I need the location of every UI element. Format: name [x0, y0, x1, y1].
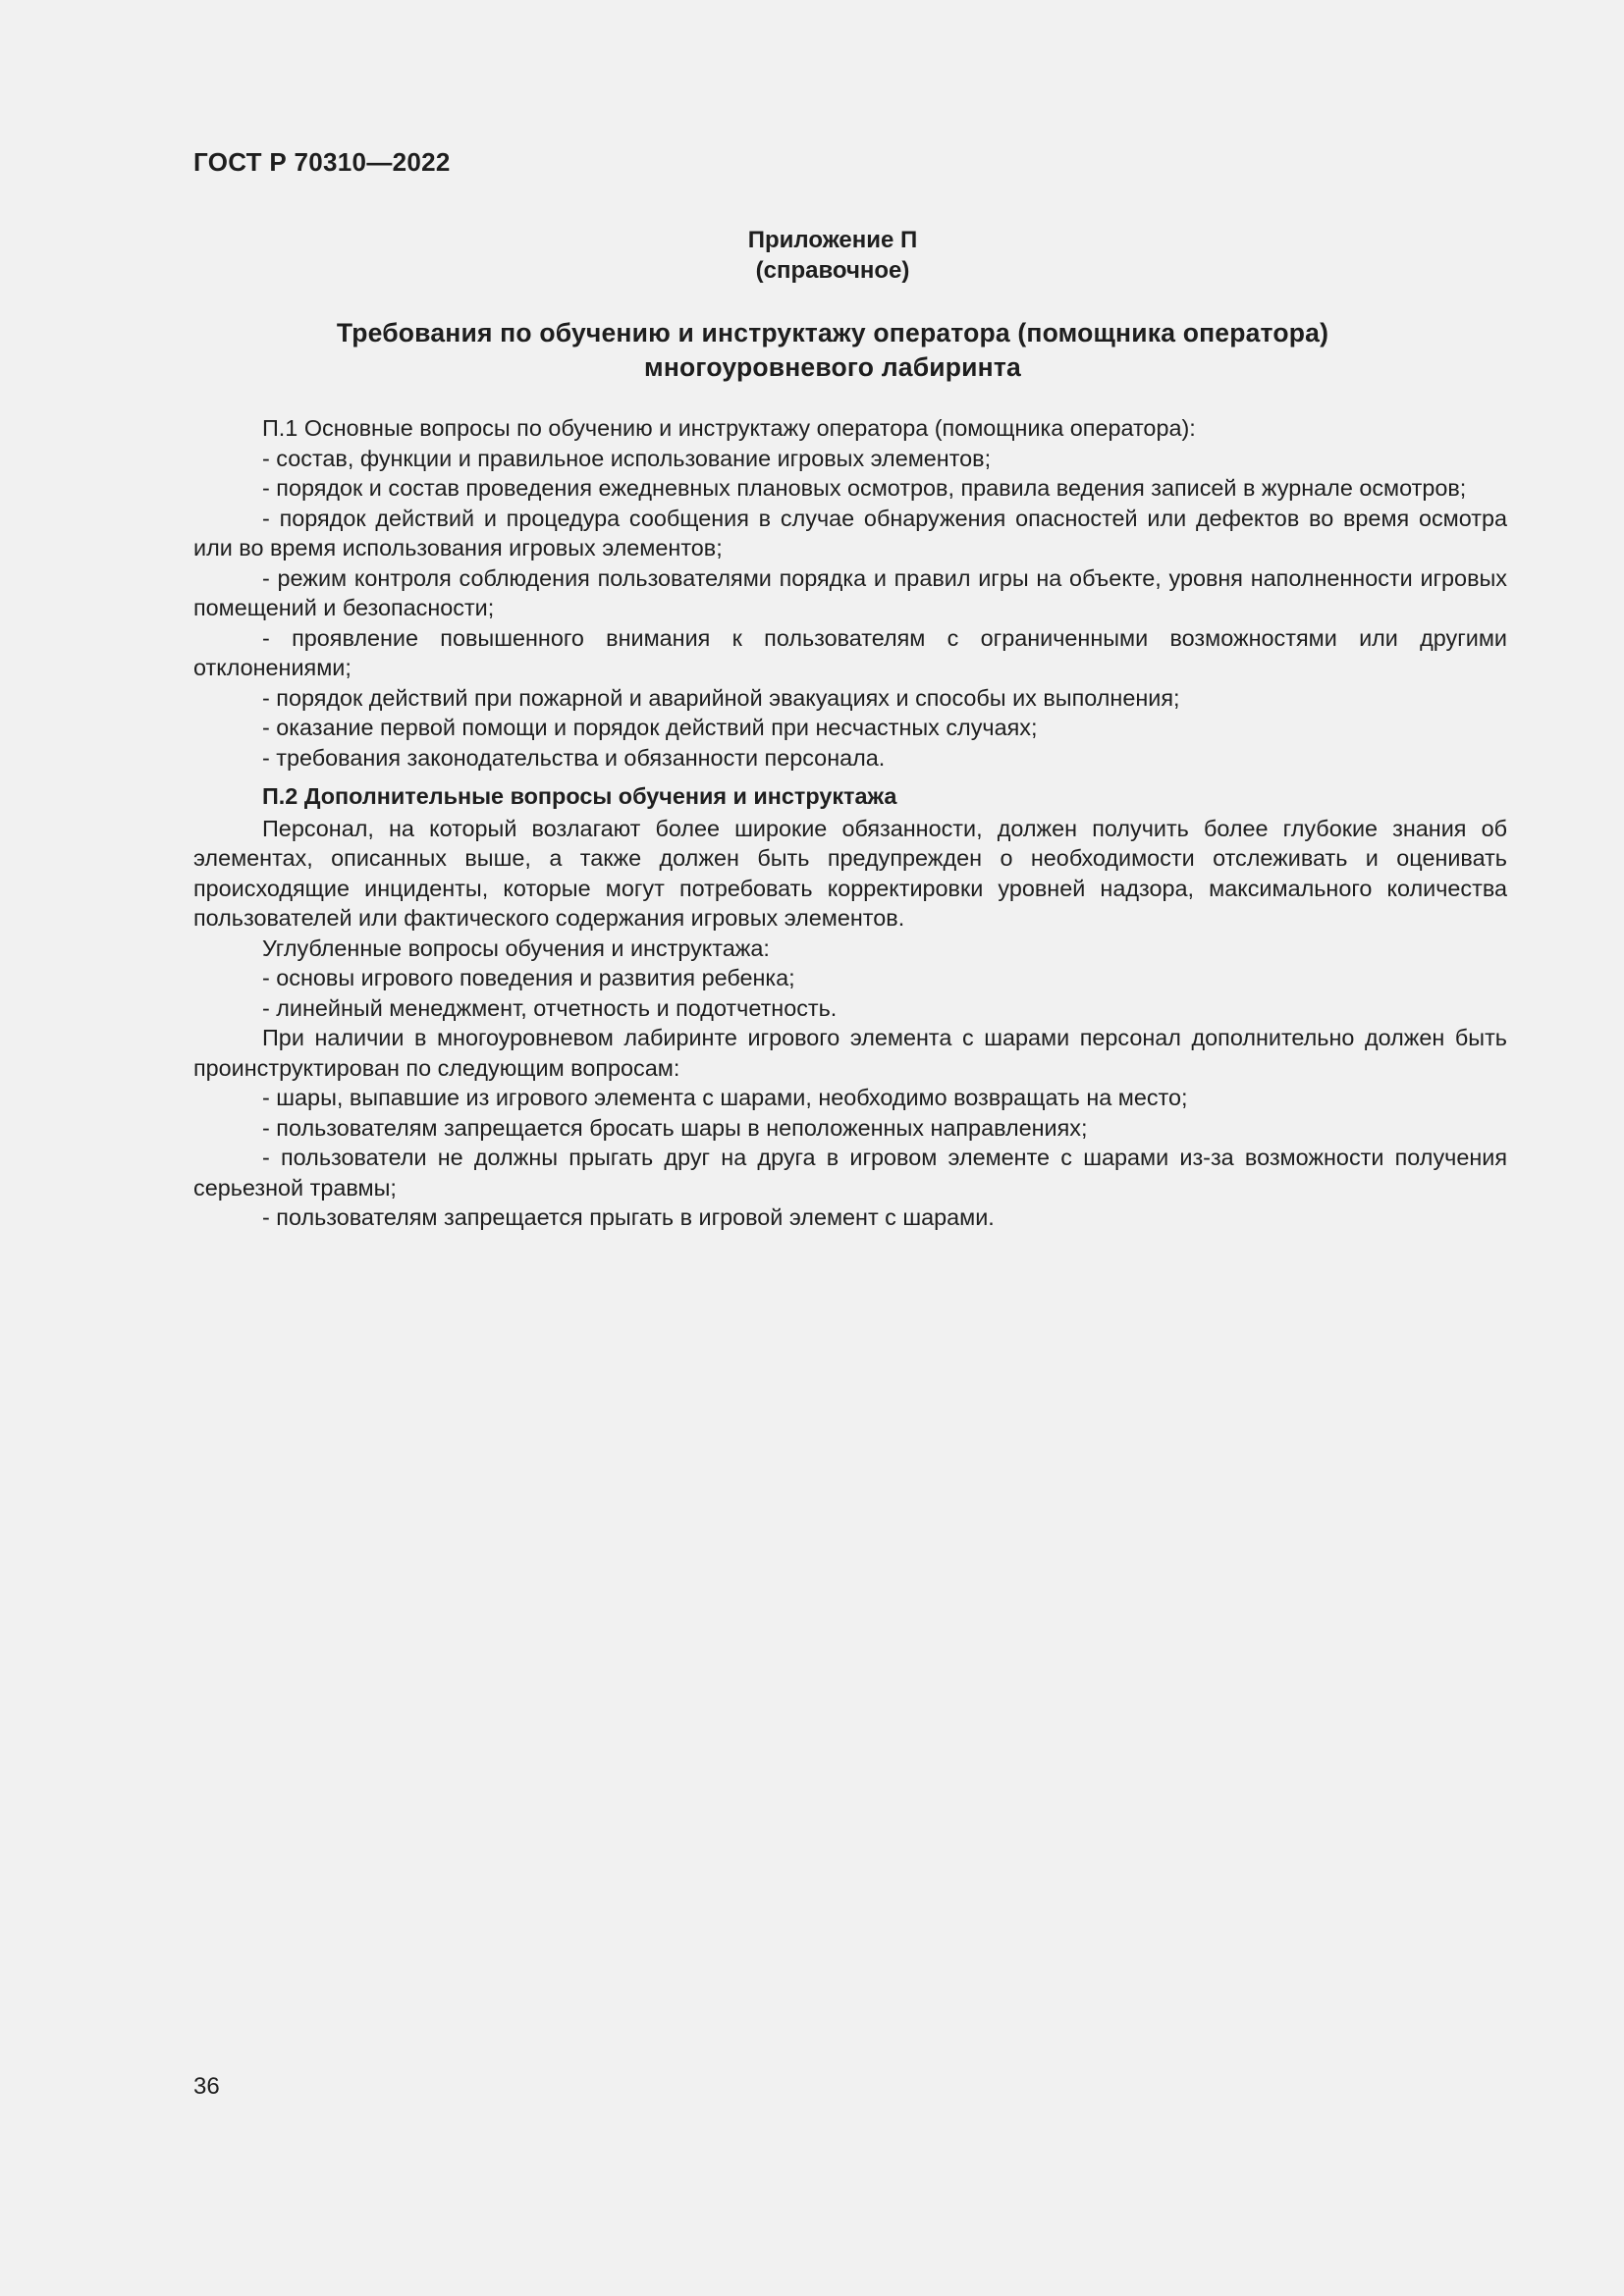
title-line1: Требования по обучению и инструктажу оператора (помощника оператора) [336, 318, 1329, 347]
document-body [193, 413, 1507, 1233]
section2-paragraph: Персонал, на который возлагают более широкие обязанности, должен получить более глубокие знания об элементах, описанных выше, а также должен быть предупрежден о необходимости отслеживать и оценивать происходящие инциденты, которые могут потребовать корректировки уровней надзора, максимального количества пользователей или фактического содержания игровых элементов. [193, 815, 1507, 931]
appendix-line1: Приложение П [747, 227, 918, 253]
appendix-line2: (справочное) [755, 257, 910, 284]
list-item: - проявление повышенного внимания к пользователям с ограниченными возможностями или другими отклонениями; [193, 624, 1507, 680]
page-number: 36 [193, 2073, 220, 2100]
section2-paragraph: Углубленные вопросы обучения и инструктажа: [262, 934, 770, 961]
list-item: - порядок действий и процедура сообщения в случае обнаружения опасностей или дефектов во время осмотра или во время использования игровых элементов; [193, 505, 1507, 561]
list-item: - порядок и состав проведения ежедневных плановых осмотров, правила ведения записей в журнале осмотров; [262, 475, 1467, 501]
list-item: - порядок действий при пожарной и аварийной эвакуациях и способы их выполнения; [262, 684, 1180, 711]
list-item: - режим контроля соблюдения пользователями порядка и правил игры на объекте, уровня наполненности игровых помещений и безопасности; [193, 564, 1507, 620]
section1-intro: П.1 Основные вопросы по обучению и инструктажу оператора (помощника оператора): [262, 415, 1196, 441]
page-title [0, 316, 1624, 385]
list-item: - состав, функции и правильное использование игровых элементов; [262, 445, 992, 471]
section2-heading: П.2 Дополнительные вопросы обучения и инструктажа [262, 783, 897, 809]
appendix-label [0, 225, 1624, 286]
list-item: - основы игрового поведения и развития ребенка; [262, 965, 795, 990]
list-item: - пользователи не должны прыгать друг на друга в игровом элементе с шарами из-за возможности получения серьезной травмы; [193, 1145, 1507, 1201]
list-item: - пользователям запрещается бросать шары в неположенных направлениях; [262, 1114, 1088, 1141]
list-item: - требования законодательства и обязанности персонала. [262, 744, 886, 771]
title-line2: многоуровневого лабиринта [644, 352, 1021, 382]
list-item: - шары, выпавшие из игрового элемента с шарами, необходимо возвращать на место; [262, 1085, 1188, 1110]
list-item: - пользователям запрещается прыгать в игровой элемент с шарами. [262, 1204, 995, 1230]
section2-paragraph: При наличии в многоуровневом лабиринте игрового элемента с шарами персонал дополнительно должен быть проинструктирован по следующим вопросам: [193, 1025, 1507, 1081]
list-item: - линейный менеджмент, отчетность и подотчетность. [262, 994, 838, 1021]
list-item: - оказание первой помощи и порядок действий при несчастных случаях; [262, 715, 1038, 740]
document-header: ГОСТ Р 70310—2022 [193, 147, 451, 177]
